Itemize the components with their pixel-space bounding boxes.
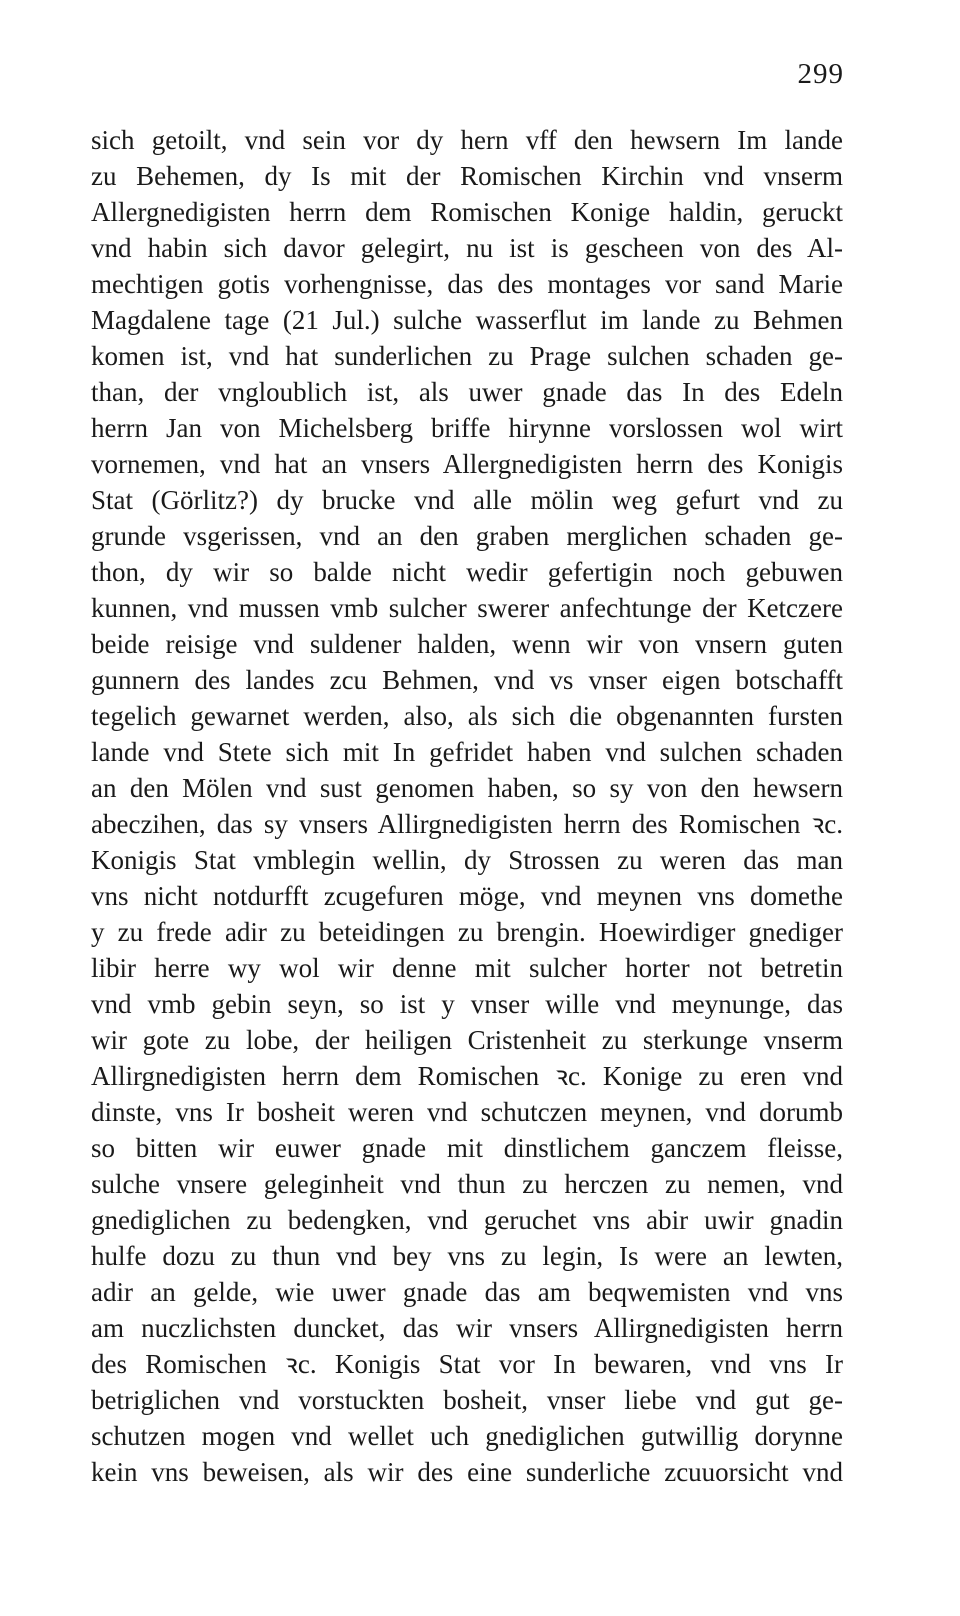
text-line: abeczihen, das sy vnsers Allirgnedigisten herrn des Romischen ꝛc. (91, 809, 843, 839)
text-line: des Romischen ꝛc. Konigis Stat vor In bewaren, vnd vns Ir (91, 1349, 843, 1379)
text-line: Magdalene tage (21 Jul.) sulche wasserflut im lande zu Behmen (91, 305, 843, 335)
body-text (91, 122, 843, 1490)
text-line: grunde vsgerissen, vnd an den graben merglichen schaden ge- (91, 521, 843, 551)
text-line: herrn Jan von Michelsberg briffe hirynne vorslossen wol wirt (91, 413, 843, 443)
text-line: vns nicht notdurfft zcugefuren möge, vnd meynen vns domethe (91, 881, 843, 911)
text-line: Konigis Stat vmblegin wellin, dy Strossen zu weren das man (91, 845, 843, 875)
text-line: kein vns beweisen, als wir des eine sunderliche zcuuorsicht vnd (91, 1457, 843, 1487)
text-line: gnediglichen zu bedengken, vnd geruchet vns abir uwir gnadin (91, 1205, 843, 1235)
text-line: komen ist, vnd hat sunderlichen zu Prage sulchen schaden ge- (91, 341, 843, 371)
text-line: betriglichen vnd vorstuckten bosheit, vnser liebe vnd gut ge- (91, 1385, 843, 1415)
text-line: sulche vnsere geleginheit vnd thun zu herczen zu nemen, vnd (91, 1169, 843, 1199)
text-line: wir gote zu lobe, der heiligen Cristenheit zu sterkunge vnserm (91, 1025, 843, 1055)
text-line: so bitten wir euwer gnade mit dinstlichem ganczem fleisse, (91, 1133, 843, 1163)
text-line: am nuczlichsten duncket, das wir vnsers Allirgnedigisten herrn (91, 1313, 843, 1343)
text-line: vnd habin sich davor gelegirt, nu ist is gescheen von des Al- (91, 233, 843, 263)
text-line: hulfe dozu zu thun vnd bey vns zu legin, Is were an lewten, (91, 1241, 843, 1271)
text-line: gunnern des landes zcu Behmen, vnd vs vnser eigen botschafft (91, 665, 843, 695)
text-line: dinste, vns Ir bosheit weren vnd schutczen meynen, vnd dorumb (91, 1097, 843, 1127)
text-line: Stat (Görlitz?) dy brucke vnd alle mölin weg gefurt vnd zu (91, 485, 843, 515)
text-line: kunnen, vnd mussen vmb sulcher swerer anfechtunge der Ketczere (91, 593, 843, 623)
text-line: tegelich gewarnet werden, also, als sich die obgenannten fursten (91, 701, 843, 731)
text-line: schutzen mogen vnd wellet uch gnediglichen gutwillig dorynne (91, 1421, 843, 1451)
text-line: libir herre wy wol wir denne mit sulcher horter not betretin (91, 953, 843, 983)
text-line: mechtigen gotis vorhengnisse, das des montages vor sand Marie (91, 269, 843, 299)
text-line: vnd vmb gebin seyn, so ist y vnser wille vnd meynunge, das (91, 989, 843, 1019)
text-line: vornemen, vnd hat an vnsers Allergnedigisten herrn des Konigis (91, 449, 843, 479)
text-line: lande vnd Stete sich mit In gefridet haben vnd sulchen schaden (91, 737, 843, 767)
text-line: beide reisige vnd suldener halden, wenn wir von vnsern guten (91, 629, 843, 659)
text-line: thon, dy wir so balde nicht wedir gefertigin noch gebuwen (91, 557, 843, 587)
text-line: an den Mölen vnd sust genomen haben, so sy von den hewsern (91, 773, 843, 803)
text-line: sich getoilt, vnd sein vor dy hern vff den hewsern Im lande (91, 125, 843, 155)
text-line: zu Behemen, dy Is mit der Romischen Kirchin vnd vnserm (91, 161, 843, 191)
text-line: y zu frede adir zu beteidingen zu brengin. Hoewirdiger gnediger (91, 917, 843, 947)
text-line: than, der vngloublich ist, als uwer gnade das In des Edeln (91, 377, 843, 407)
page-number: 299 (797, 58, 844, 90)
text-line: Allirgnedigisten herrn dem Romischen ꝛc. Konige zu eren vnd (91, 1061, 843, 1091)
text-line: adir an gelde, wie uwer gnade das am beqwemisten vnd vns (91, 1277, 843, 1307)
text-line: Allergnedigisten herrn dem Romischen Konige haldin, geruckt (91, 197, 843, 227)
